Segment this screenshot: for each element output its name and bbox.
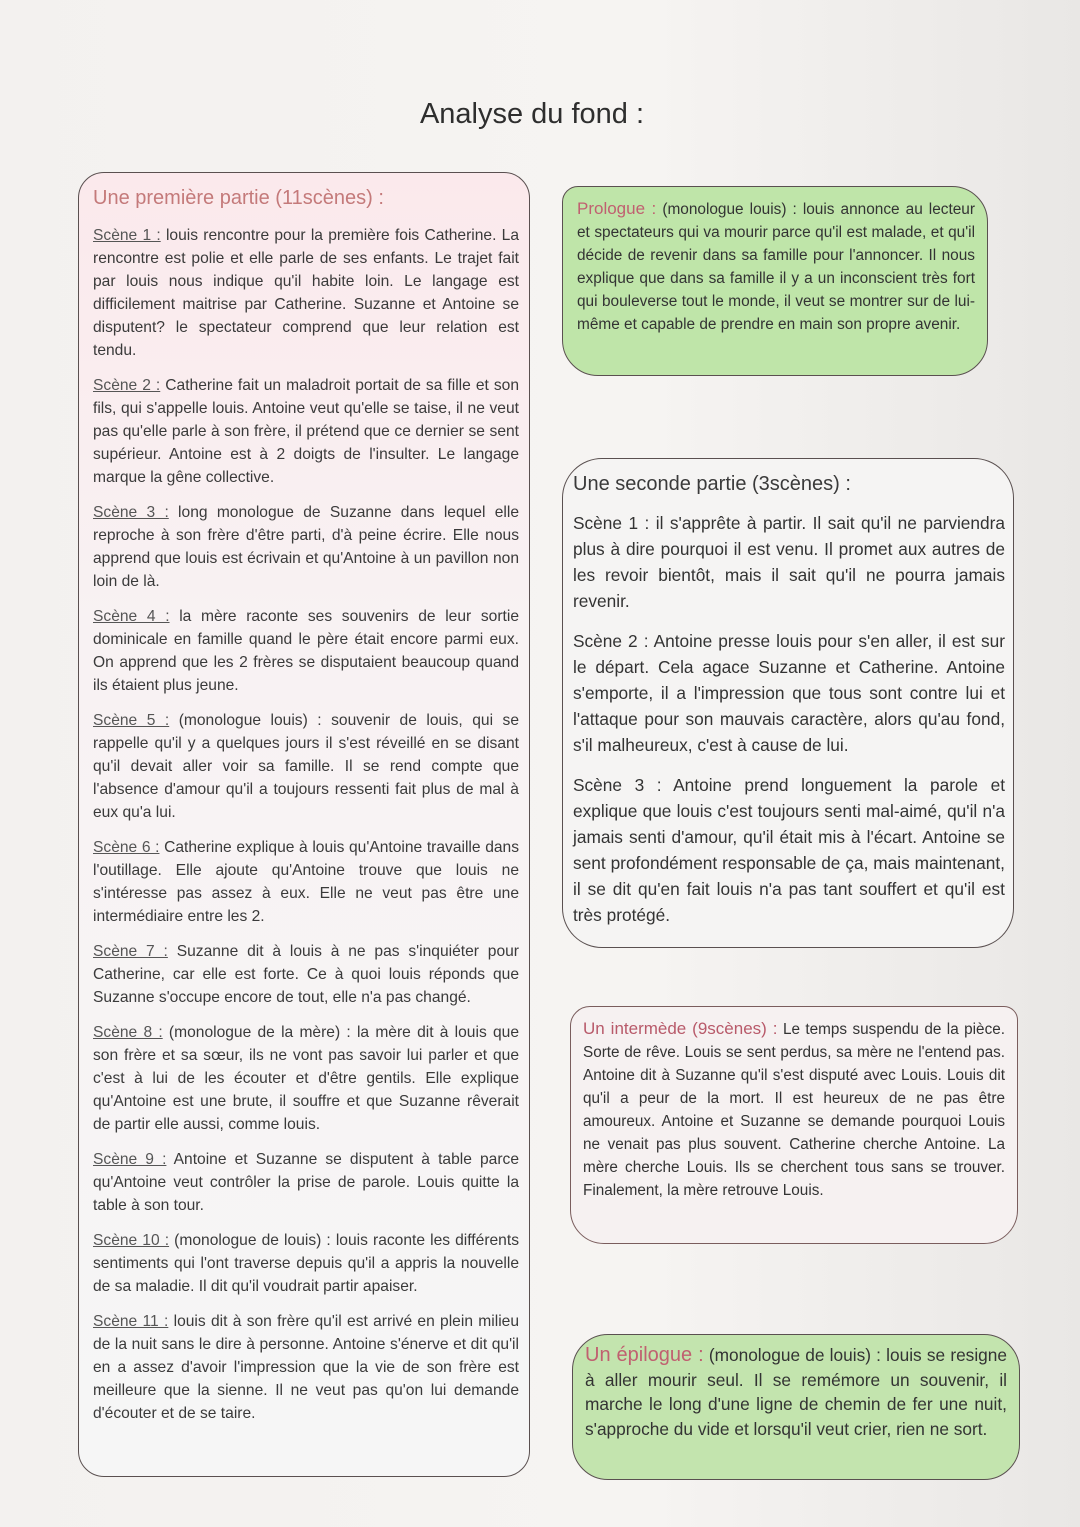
premiere-partie-scenes — [93, 224, 519, 1425]
scene-text: Antoine et Suzanne se disputent à table parce qu'Antoine veut contrôler la prise de parole. Louis quitte la table à son tour. — [93, 1151, 519, 1214]
scene-label: Scène 10 : — [93, 1232, 170, 1249]
scene-2 — [93, 374, 519, 489]
intermede-text: Le temps suspendu de la pièce. Sorte de rêve. Louis se sent perdus, sa mère ne l'entend pas. Antoine dit à Suzanne qu'il s'est disputé avec Louis. Louis dit qu'il a peur de la mort. Il est heureux de ne pas être amoureux. Antoine et Suzanne se demande pourquoi Louis ne venait pas plus souvent. Catherine cherche Antoine. La mère cherche Louis. Ils se cherchent tous sans se trouver. Finalement, la mère retrouve Louis. — [583, 1021, 1005, 1199]
seconde-partie-heading: Une seconde partie (3scènes) : — [573, 473, 851, 495]
scene-3 — [93, 501, 519, 593]
scene-6 — [93, 836, 519, 928]
scene-label: Scène 4 : — [93, 608, 170, 625]
scene-text: Antoine presse louis pour s'en aller, il est sur le départ. Cela agace Suzanne et Catherine. Antoine s'emporte, il a l'impression que tous sont contre lui et l'attaque pour son mauvais caractère, alors qu'au fond, s'il malheureux, c'est à cause de lui. — [573, 631, 1005, 755]
premiere-partie-heading: Une première partie (11scènes) : — [93, 187, 384, 209]
epilogue-label: Un épilogue : — [585, 1344, 704, 1366]
scene-10 — [93, 1229, 519, 1298]
scene-text: Catherine fait un maladroit portait de sa fille et son fils, qui s'appelle louis. Antoine veut qu'elle se taise, il ne veut pas qu'elle parle à son frère, il prétend que ce dernier se sent supérieur. Antoine est à 2 doigts de l'insulter. Le langage marque la gêne collective. — [93, 377, 519, 486]
scene-label: Scène 1 : — [573, 513, 650, 533]
scene-text: Suzanne dit à louis à ne pas s'inquiéter pour Catherine, car elle est forte. Ce à quoi louis réponds que Suzanne s'occupe encore de tout, elle n'a pas changé. — [93, 943, 519, 1006]
scene-9 — [93, 1148, 519, 1217]
premiere-partie-box — [78, 172, 530, 1477]
seconde-partie-scenes — [573, 510, 1005, 928]
scene-label: Scène 2 : — [573, 631, 649, 651]
intermede-box — [570, 1006, 1018, 1244]
scene-2 — [573, 628, 1005, 758]
scene-label: Scène 3 : — [93, 504, 169, 521]
seconde-partie-box — [562, 458, 1014, 948]
scene-7 — [93, 940, 519, 1009]
epilogue-box — [572, 1334, 1020, 1480]
scene-3 — [573, 772, 1005, 928]
scene-text: louis dit à son frère qu'il est arrivé en plein milieu de la nuit sans le dire à personne. Antoine s'énerve et dit qu'il en a assez d'avoir l'impression que la vie de son frère est meilleure que la sienne. Il ne veut pas qu'on lui demande d'écouter et de se taire. — [93, 1313, 520, 1422]
scene-1 — [573, 510, 1005, 614]
scene-label: Scène 1 : — [93, 227, 161, 244]
epilogue-text: (monologue de louis) : louis se resigne à aller mourir seul. Il se remémore un souvenir, il marche le long d'une ligne de chemin de fer une nuit, s'approche du vide et lorsqu'il veut crier, rien ne sort. — [585, 1345, 1007, 1439]
scene-4 — [93, 605, 519, 697]
scene-text: (monologue louis) : souvenir de louis, qui se rappelle qu'il y a quelques jours il s'est réveillé en se disant qu'il devait aller voir sa famille. Il se rend compte que l'absence d'amour qu'il a toujours ressenti fait plus de mal à eux qu'a lui. — [93, 712, 520, 821]
scene-text: Antoine prend longuement la parole et explique que louis c'est toujours senti mal-aimé, qu'il n'a jamais senti d'amour, qu'il était mis à l'écart. Antoine se sent profondément responsable de ça, mais maintenant, il se dit qu'en fait louis n'a pas tant souffert et qu'il est très protégé. — [573, 775, 1005, 925]
scene-11 — [93, 1310, 519, 1425]
prologue-paragraph — [577, 197, 975, 336]
prologue-box — [562, 186, 988, 376]
scene-8 — [93, 1021, 519, 1136]
intermede-label: Un intermède (9scènes) : — [583, 1019, 778, 1038]
scene-label: Scène 5 : — [93, 712, 170, 729]
scene-label: Scène 9 : — [93, 1151, 167, 1168]
scene-label: Scène 8 : — [93, 1024, 163, 1041]
scene-text: long monologue de Suzanne dans lequel elle reproche à son frère d'être parti, d'à peine écrire. Elle nous apprend que louis est écrivain et qu'Antoine à un pavillon non loin de là. — [93, 504, 519, 590]
scene-text: Catherine explique à louis qu'Antoine travaille dans l'outillage. Elle ajoute qu'Antoine trouve que louis ne s'intéresse pas assez à eux. Elle ne veut pas être une intermédiaire entre les 2. — [93, 839, 520, 925]
epilogue-paragraph — [585, 1343, 1007, 1441]
scene-label: Scène 7 : — [93, 943, 168, 960]
page-title: Analyse du fond : — [419, 98, 645, 130]
scene-text: la mère raconte ses souvenirs de leur sortie dominicale en famille quand le père était encore parmi eux. On apprend que les 2 frères se disputaient beaucoup quand ils étaient plus jeune. — [93, 608, 519, 694]
intermede-paragraph — [583, 1017, 1005, 1202]
scene-text: louis rencontre pour la première fois Catherine. La rencontre est polie et elle parle de ses enfants. Le trajet fait par louis nous indique qu'il habite loin. Le langage est difficilement maitrise par Catherine. Suzanne et Antoine se disputent? le spectateur comprend que leur relation est tendu. — [93, 227, 519, 359]
scene-label: Scène 2 : — [93, 377, 161, 394]
scene-1 — [93, 224, 519, 362]
scene-label: Scène 3 : — [573, 775, 662, 795]
scene-label: Scène 11 : — [93, 1313, 169, 1330]
prologue-label: Prologue : — [577, 199, 657, 218]
scene-5 — [93, 709, 519, 824]
scene-text: (monologue de la mère) : la mère dit à louis que son frère et sa sœur, ils ne vont pas savoir lui parler et que c'est à lui de les écouter et d'être gentils. Elle explique qu'Antoine est une brute, il souffre et que Suzanne rêverait de partir elle aussi, comme louis. — [93, 1024, 519, 1133]
scene-label: Scène 6 : — [93, 839, 160, 856]
scene-text: (monologue de louis) : louis raconte les différents sentiments qui l'ont traverse depuis qu'il a appris la nouvelle de sa maladie. Il dit qu'il voudrait partir apaiser. — [93, 1232, 519, 1295]
prologue-text: (monologue louis) : louis annonce au lecteur et spectateurs qui va mourir parce qu'il est malade, et qu'il décide de revenir dans sa famille pour l'annoncer. Il nous explique que dans sa famille il y a un inconscient très fort qui bouleverse tout le monde, il veut se montrer sur de lui-même et capable de prendre en main son propre avenir. — [577, 201, 975, 333]
scene-text: il s'apprête à partir. Il sait qu'il ne parviendra plus à dire pourquoi il est venu. Il promet aux autres de les revoir bientôt, mais il sait qu'il ne pourra jamais revenir. — [573, 513, 1005, 611]
